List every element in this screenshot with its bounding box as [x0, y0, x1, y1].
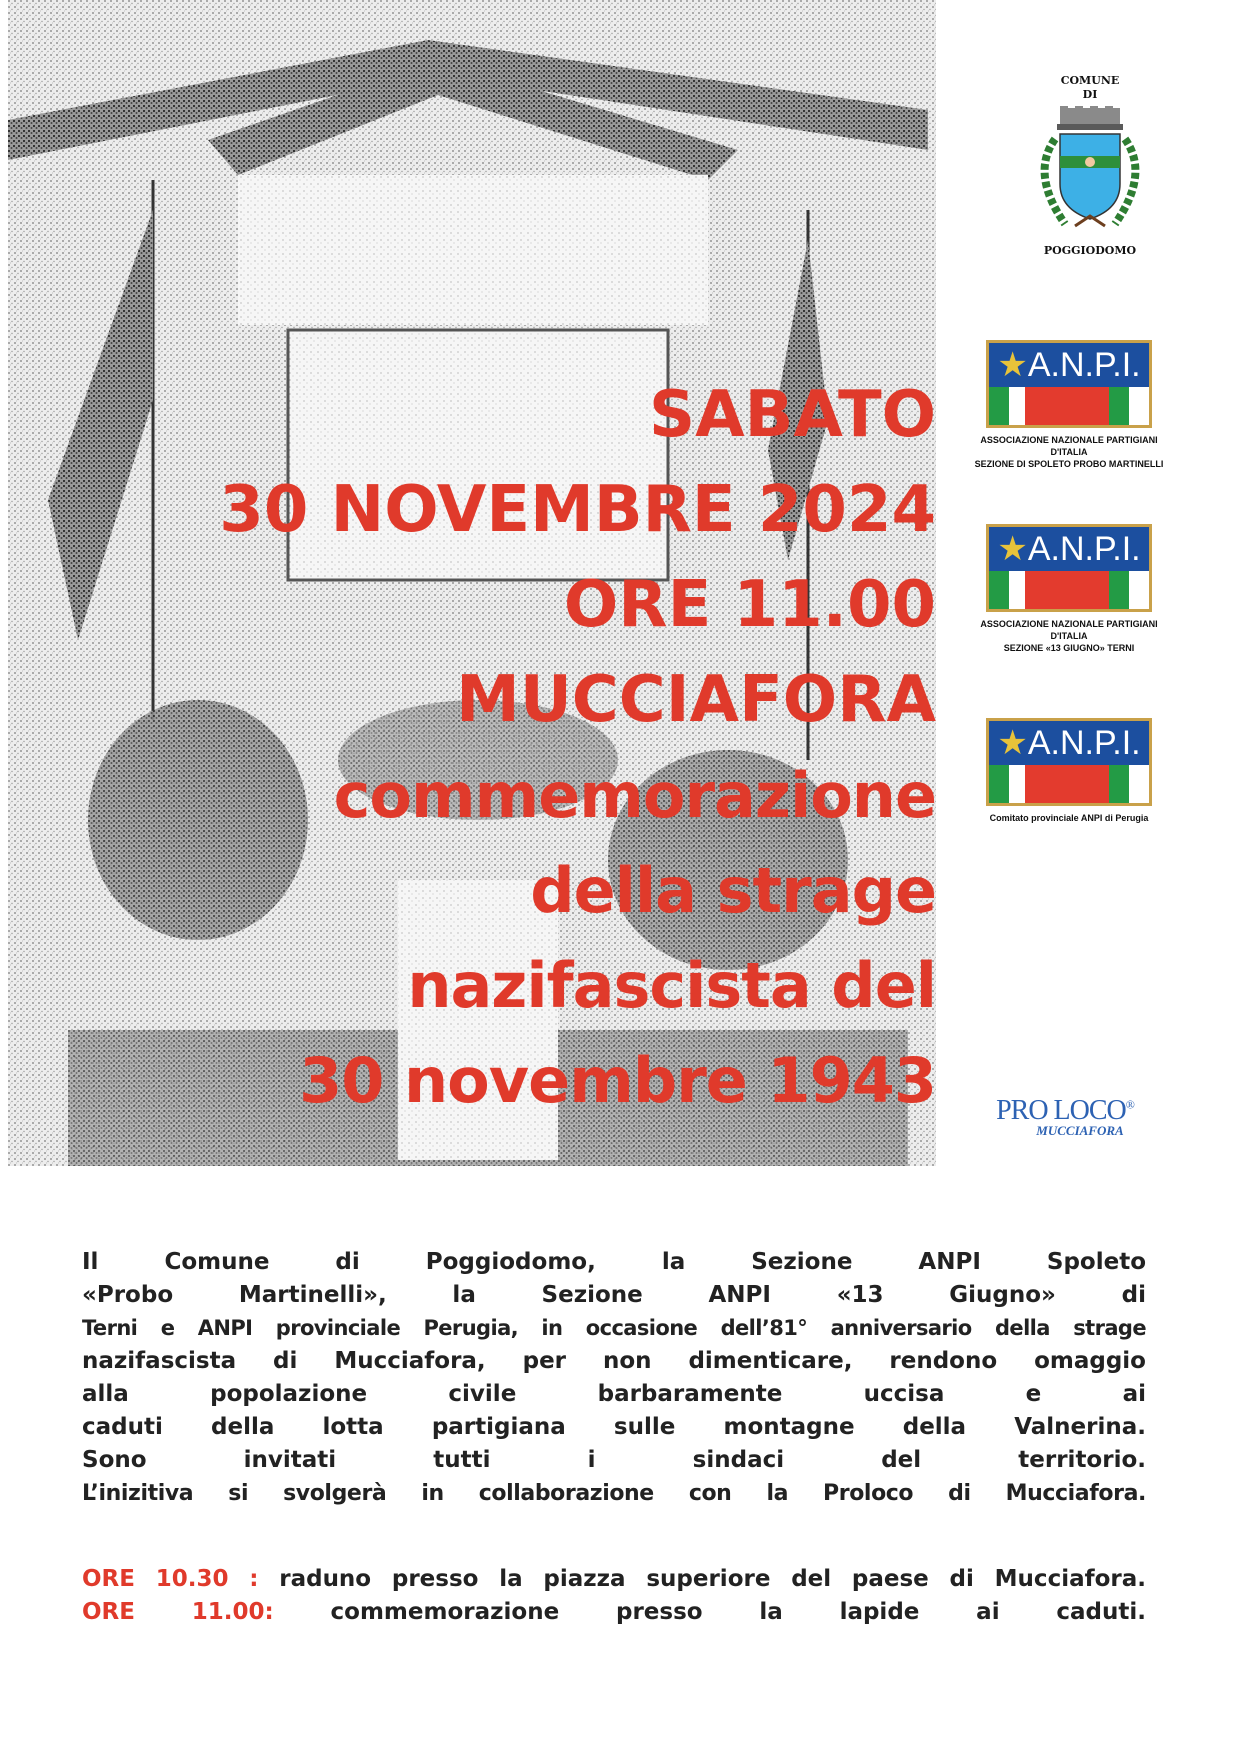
event-headline	[219, 368, 936, 1128]
headline-time: ORE 11.00	[563, 568, 936, 642]
announcement-line: alla popolazione civile barbaramente uccisa e ai	[82, 1381, 1146, 1407]
headline-desc-3: nazifascista del	[407, 949, 936, 1022]
announcement-line: nazifascista di Mucciafora, per non dimenticare, rendono omaggio	[82, 1348, 1146, 1374]
headline-date: 30 NOVEMBRE 2024	[219, 473, 936, 547]
anpi-logo-box	[986, 524, 1152, 612]
comune-label: COMUNE	[1060, 74, 1120, 87]
anpi-title: A.N.P.I.	[1027, 724, 1141, 762]
flag-stripe	[1025, 387, 1049, 425]
anpi-title: A.N.P.I.	[1027, 530, 1141, 568]
announcement-text	[82, 1246, 1146, 1510]
flag-stripe	[1129, 571, 1149, 609]
flag-stripe	[1009, 387, 1025, 425]
anpi-caption-line: Comitato provinciale ANPI di Perugia	[989, 813, 1149, 823]
anpi-caption-line: SEZIONE «13 GIUGNO» TERNI	[1003, 643, 1135, 653]
flag-stripe	[1049, 571, 1089, 609]
flag-stripe	[1009, 765, 1025, 803]
flag-stripe	[989, 765, 1009, 803]
schedule-time: ORE 10.30 :	[82, 1566, 259, 1592]
flag-stripe	[1089, 765, 1109, 803]
proloco-subtitle: MUCCIAFORA	[1036, 1123, 1124, 1138]
schedule-time: ORE 11.00:	[82, 1599, 274, 1625]
announcement-line: Terni e ANPI provinciale Perugia, in occasione dell’81° anniversario della strage	[82, 1316, 1146, 1340]
flag-stripe	[989, 571, 1009, 609]
anpi-logo-box	[986, 340, 1152, 428]
anpi-title-wrap	[989, 529, 1149, 569]
anpi-caption-line: SEZIONE DI SPOLETO PROBO MARTINELLI	[974, 459, 1164, 469]
announcement-line: caduti della lotta partigiana sulle montagne della Valnerina.	[82, 1414, 1146, 1440]
flag-stripe	[1049, 765, 1089, 803]
anpi-title-wrap	[989, 723, 1149, 763]
flag-stripe	[1109, 765, 1129, 803]
headline-day: SABATO	[648, 378, 936, 452]
flag-stripe	[1089, 387, 1109, 425]
flag-stripe	[1089, 571, 1109, 609]
anpi-caption	[969, 618, 1169, 654]
event-schedule	[82, 1563, 1146, 1629]
coat-of-arms-icon	[1025, 104, 1155, 240]
schedule-text: raduno presso la piazza superiore del paese di Mucciafora.	[258, 1566, 1147, 1592]
anpi-logo-box	[986, 718, 1152, 806]
flag-stripe	[1129, 765, 1149, 803]
anpi-caption	[969, 812, 1169, 824]
flag-stripe	[1109, 571, 1129, 609]
star-icon: ★	[997, 530, 1028, 568]
registered-mark: ®	[1125, 1097, 1134, 1112]
flag-stripe	[1025, 765, 1049, 803]
comune-di-label: DI	[1082, 88, 1098, 101]
flag-stripe	[1109, 387, 1129, 425]
anpi-title: A.N.P.I.	[1027, 346, 1141, 384]
anpi-caption	[969, 434, 1169, 470]
flag-stripe	[1129, 387, 1149, 425]
anpi-logo-perugia	[986, 718, 1152, 824]
star-icon: ★	[997, 346, 1028, 384]
anpi-caption-line: ASSOCIAZIONE NAZIONALE PARTIGIANI D'ITALIA	[980, 435, 1158, 457]
schedule-item	[82, 1596, 1146, 1629]
schedule-item	[82, 1563, 1146, 1596]
proloco-logo	[990, 1095, 1140, 1139]
anpi-title-wrap	[989, 345, 1149, 385]
flag-stripe	[989, 387, 1009, 425]
announcement-line: Sono invitati tutti i sindaci del territorio.	[82, 1447, 1146, 1473]
headline-place: MUCCIAFORA	[456, 663, 936, 737]
anpi-caption-line: ASSOCIAZIONE NAZIONALE PARTIGIANI D'ITALIA	[980, 619, 1158, 641]
flag-stripe	[1049, 387, 1089, 425]
star-icon: ★	[997, 724, 1028, 762]
headline-desc-4: 30 novembre 1943	[299, 1044, 936, 1117]
headline-desc-1: commemorazione	[333, 759, 936, 832]
anpi-logo-spoleto	[974, 340, 1164, 470]
announcement-line: «Probo Martinelli», la Sezione ANPI «13 Giugno» di	[82, 1282, 1146, 1308]
announcement-line: L’inizitiva si svolgerà in collaborazione con la Proloco di Mucciafora.	[82, 1481, 1146, 1506]
schedule-text: commemorazione presso la lapide ai caduti.	[273, 1599, 1146, 1625]
anpi-logo-terni	[980, 524, 1158, 654]
comune-name: POGGIODOMO	[1043, 244, 1137, 257]
flag-stripe	[1009, 571, 1025, 609]
flag-stripe	[1025, 571, 1049, 609]
announcement-line: Il Comune di Poggiodomo, la Sezione ANPI Spoleto	[82, 1249, 1146, 1275]
proloco-name: PRO LOCO	[996, 1095, 1126, 1126]
headline-desc-2: della strage	[530, 854, 936, 927]
